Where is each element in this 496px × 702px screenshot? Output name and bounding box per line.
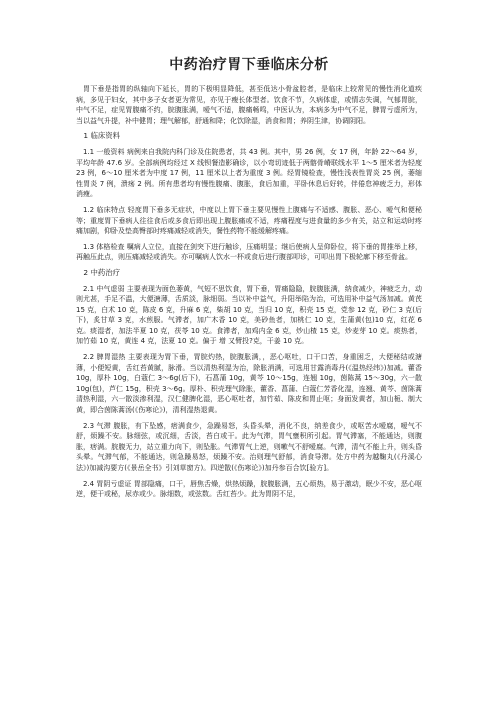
paragraph-physical-exam: 1.3 体格检查 嘱病人立位，直接在剑突下进行触诊，压痛明显；继后使病人呈仰卧位，将下垂的胃推举上移，再触压此点，则压痛减轻或消失。亦可嘱病人饮水一杯或食后进行腹部叩诊，可叩出胃下极轮廓下移至骨盆。 (76, 242, 422, 262)
intro-paragraph: 胃下垂是指胃的纵轴向下延长，胃的下极明显降低，甚至低达小骨盆腔者，是临床上较常见的慢性消化道疾病，多见于妇女，其中多子女者更为常见，亦见于瘦长体型者。饮食不节，久病体虚，或情志失调，气郁胃脘，中气不足，症见胃腹痛不约，脘腹胀满，嗳气不适，腹痛畅鸣，中医认为，本病多为中气不足，脾胃亏虚所为，当以益气升提，补中健胃；理气解郁，舒通和降；化饮除湿，消食和胃；养阴生津，协调阴阳。 (76, 85, 422, 125)
paragraph-qi-stagnation: 2.3 气滞 腹胀，有下坠感，痞满食少，急躁易怒，头昏头晕，消化不良，纳差食少，或呕苦水嗳腐，嗳气不舒，烦躁不安。脉细弦，或沉细，舌淡，苔白或干。此为气滞，胃气壅积所引起。胃气滞塞，不能通达，则腹胀，痞满。脘腹无力，站立重力向下，则坠胀。气滞胃气上逆，则嗽气不舒嗳腐。气滞，清气不能上升，则头昏头晕。气滞气郁，不能通达，则急躁易怒，烦躁不安。治则理气舒郁，消食导滞。处方中药为越鞠丸(《丹溪心法》)加减沟要方(《景岳全书》引刘草窗方)。四逆散(《伤寒论》)加丹参百合饮[验方]。 (76, 421, 422, 472)
page-title: 中药治疗胃下垂临床分析 (169, 57, 329, 73)
paragraph-qi-deficiency: 2.1 中气虚弱 主要表现为面色萎黄，气短不思饮食，胃下垂，胃痛隐隐，脘腹胀满，纳食减少，神疲乏力，动则尤甚，手足不温，大便溏薄，舌质淡，脉细弱。当以补中益气，升阳举陷为治，可选用补中益气汤加减。黄芪 15 克，白术 10 克，陈皮 6 克，升麻 6 克，柴胡 10 克，当归 10 克，积壳 15 克，党参 12 克，砂仁 3 克(后下)，炙甘草 3 克，水煎服。气滞者，加广木香 10 克，美砂鱼者，加桃仁 10 克，生蒲黄(包)10 克，红花 6 克。痰湿者，加法半夏 10 克，茯苓 10 克。食滞者，加鸡内金 6 克，炒山楂 15 克，炒麦芽 10 克。痰热者，加竹茹 10 克，黄连 4 克，法夏 10 克。偏于 增 又臂投?克，干姜 10 克。 (76, 284, 422, 346)
paragraph-stomach-yin-deficiency: 2.4 胃阴亏虚证 胃部隐痛，口干，唇焦舌燥，烘热烦躁，脘腹胀满，五心烦热，易于激动，眠少不安，恶心呕逆，便干或秘，尿赤或少。脉细数，或弦数。舌红苔少。此为胃阴不足， (76, 479, 422, 499)
paragraph-damp-heat: 2.2 脾胃湿热 主要表现为胃下垂，胃脘灼热，脘腹胀满，，恶心呕吐，口干口苦，身重困乏，大便秘结或溏薄，小便短黄，舌红苔黄腻，脉滑。当以清热利湿为治，除胀消满，可选用甘露消毒丹(《温热经纬》)加减。藿香 10g，厚朴 10g，白蔻仁 3～6g(后下)，石菖蒲 10g，黄芩 10～15g，连翘 10g，茵陈蒿 15～30g，六一散 10g(包)，芦仁 15g，积壳 3～6g。厚朴、积壳理气除胀，藿香、菖蒲、白蔻仁芳香化湿，连翘、黄芩、茵陈蒿清热利湿，六一散淡渗利湿，汉仁健脾化湿，恶心呕吐者，加竹茹、陈皮和胃止呕；身面发黄者，加山栀、制大黄，即合茵陈蒿汤(《伤寒论》)，清利湿热退黄。 (76, 353, 422, 415)
section-heading-tcm-treatment: 2 中药治疗 (83, 267, 121, 277)
paragraph-general-data: 1.1 一般资料 病例来自我院内科门诊及住院患者，共 43 例。其中，男 26 例，女 17 例，年龄 22～64 岁，平均年龄 47.6 岁。全部病例均经过 X 线钡餐造影确诊，以小弯切迹低于两髂骨嵴联线水平 1～5 厘米者为轻度 23 例，6～10 厘米者为中度 17 例，11 厘米以上者为重度 3 例。经胃镜检查，慢性浅表性胃炎 25 例，萎缩性胃炎 7 例，溃疡 2 例。所有患者均有慢性腹痛、腹胀，食后加重，平卧休息后好转，伴倦怠神疲乏力，形体消瘦。 (76, 147, 422, 199)
section-heading-clinical-data: 1 临床资料 (83, 131, 121, 141)
paragraph-clinical-features: 1.2 临床特点 轻度胃下垂多无症状，中度以上胃下垂主要见慢性上腹痛与不适感、腹胀、恶心、嗳气和便秘等；重度胃下垂病人往往食后或多食后即出现上腹胀痛或不适，疼痛程度与进食量的多少有关，站立和运动时疼痛加剧，仰卧及垫高臀部时疼痛减轻或消失，餐性药物不能缓解疼痛。 (76, 205, 422, 236)
